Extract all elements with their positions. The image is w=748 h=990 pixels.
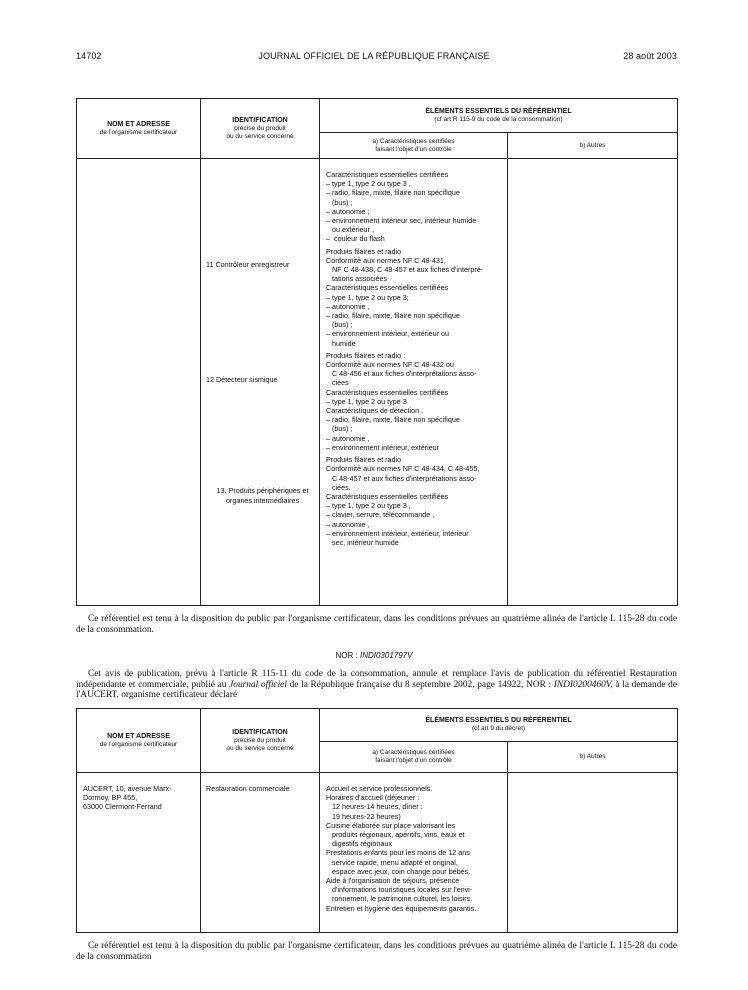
text-line: Caractéristiques essentielles certifiées — [326, 491, 449, 501]
text-line: ronnement, le patrimoine culturel, les loisirs. — [326, 894, 473, 904]
col-header-a: a) Caractéristiques certifiées faisant l'objet d'un contrôle — [320, 133, 508, 159]
text-line: – autonomie , — [326, 301, 370, 311]
text-line: – type 1, type 2 ou type 3 — [326, 396, 407, 406]
text-line: ou extérieur , — [326, 225, 374, 235]
text-line: Caractéristiques de détection . — [326, 406, 424, 416]
text-line: d'informations touristiques locales sur l'envi- — [326, 885, 473, 895]
item-13-label: 13. Produits périphériques et organes intermédiaires — [216, 486, 309, 505]
text-line: – environnement intérieur, extérieur — [326, 442, 440, 452]
text-line: – environnement intérieur, extérieur ou — [326, 329, 450, 339]
text-line: ciées. — [326, 482, 351, 492]
text-line: – type 1, type 2 ou type 3 , — [326, 179, 411, 189]
text-line: (bus) ; — [326, 197, 353, 207]
text-line: Entretien et hygiène des équipements garantis. — [326, 903, 477, 913]
text-line: 19 heures-22 heures) — [326, 811, 401, 821]
text-line: – radio, filaire, mixte, filaire non spécifique — [326, 311, 460, 321]
col-header-b: b) Autres — [508, 742, 678, 773]
paragraph-3: Ce référentiel est tenu à la disposition du public par l'organisme certificateur, dans les conditions prévues au quatrième alinéa de l'article L 115-28 du code de la consommation — [76, 941, 677, 962]
text-line: Caractéristiques essentielles certifiées — [326, 387, 449, 397]
text-line: produits régionaux, apéritifs, vins, eaux et — [326, 830, 465, 840]
other-cell — [508, 159, 678, 606]
org-cell — [77, 159, 201, 606]
text-line: – radio, filaire, mixte, filaire non spécifique — [326, 188, 460, 198]
col-header-a: a) Caractéristiques certifiées faisant l'objet d'un contrôle — [320, 742, 508, 773]
item-11-label: 11 Contrôleur enregistreur — [206, 260, 290, 269]
text-line: – environnement intérieur, extérieur, intérieur — [326, 528, 469, 538]
text-line: 12 heures-14 heures, dîner : — [326, 802, 423, 812]
text-line: Conformité aux normes NF C 48-432 ou — [326, 360, 454, 370]
text-line: humide — [326, 338, 356, 348]
text-line: Conformité aux normes NF C 48-431, — [326, 255, 446, 265]
col-header-b: b) Autres — [508, 133, 678, 159]
other-cell — [508, 773, 678, 933]
col-header-elements: ÉLÉMENTS ESSENTIELS DU RÉFÉRENTIEL (cf art 9 du décret) — [320, 709, 678, 742]
paragraph-2: Cet avis de publication, prévu à l'article R 115-11 du code de la consommation, annule et remplace l'avis de publication du référentiel Restauration indépendante et commerciale, publié au Journal officiel de la République française du 8 septembre 2002, page 14922, NOR : INDI0200460V, à la demande de l'AUCERT, organisme certificateur déclaré — [76, 669, 677, 700]
text-line: tations associées — [326, 274, 388, 284]
col-header-ident: IDENTIFICATION précise du produit ou du service concerné — [201, 709, 320, 773]
text-line: Conformité aux normes NF C 48-434, C 48-455, — [326, 464, 480, 474]
ident-cell — [201, 159, 320, 606]
text-line: – radio, filaire, mixte, filaire non spécifique — [326, 415, 460, 425]
text-line: NF C 48-438, C 48-457 et aux fiches d'interpré- — [326, 265, 484, 275]
text-line: – couleur du flash — [326, 234, 385, 244]
text-line: – clavier, serrure, télécommande , — [326, 510, 435, 520]
text-line: – type 1, type 2 ou type 3; — [326, 292, 409, 302]
item-11-lines — [326, 247, 504, 348]
text-line: C 48-456 et aux fiches d'interprétations asso- — [326, 369, 477, 379]
text-line: Produits filaires et radio : — [326, 350, 406, 360]
item-12-lines — [326, 351, 504, 452]
text-line: service rapide, menu adapté et original, — [326, 857, 458, 867]
col-header-name: NOM ET ADRESSE de l'organisme certificateur — [77, 99, 201, 159]
text-line: – type 1, type 2 ou type 3 , — [326, 501, 411, 511]
page-date: 28 août 2003 — [623, 51, 677, 61]
text-line: – autonomie , — [326, 433, 370, 443]
text-line: (bus) ; — [326, 424, 353, 434]
text-line: Dormoy, BP 455, — [83, 793, 138, 803]
item-13-lines — [326, 455, 504, 547]
referential-table-2 — [76, 708, 678, 933]
top-block — [326, 170, 504, 244]
text-line: Aide à l'organisation de séjours, présence — [326, 876, 460, 886]
text-line: (bus) ; — [326, 320, 353, 330]
referential-table-1 — [76, 98, 678, 606]
org-cell — [77, 773, 201, 933]
text-line: C 48-457 et aux fiches d'interprétations asso- — [326, 473, 477, 483]
text-line: Caractéristiques essentielles certifiées — [326, 170, 449, 179]
text-line: Cuisine élaborée sur place valorisant les — [326, 820, 456, 830]
text-line: digestifs régionaux — [326, 839, 392, 849]
page-number: 14702 — [76, 51, 102, 61]
characteristics-cell — [320, 159, 508, 606]
characteristics-cell — [320, 773, 508, 933]
paragraph-1: Ce référentiel est tenu à la disposition du public par l'organisme certificateur, dans les conditions prévues au quatrième alinéa de l'article L 115-28 du code de la consommation. — [76, 614, 677, 635]
text-line: sec, intérieur humide — [326, 537, 399, 547]
text-line: espace avec jeux, coin change pour bébés. — [326, 866, 471, 876]
text-line: Accueil et service professionnels. — [326, 784, 433, 793]
text-line: 63000 Clermont-Ferrand — [83, 802, 162, 812]
journal-title: JOURNAL OFFICIEL DE LA RÉPUBLIQUE FRANÇAISE — [258, 51, 490, 61]
text-line: Prestations enfants pour les moins de 12 ans — [326, 848, 470, 858]
col-header-ident: IDENTIFICATION précise du produit ou du service concerné — [201, 99, 320, 159]
ident-cell: Restauration commerciale — [201, 773, 320, 933]
text-line: – environnement intérieur sec, intérieur humide — [326, 216, 477, 226]
text-line: ciées — [326, 378, 349, 388]
text-line: Produits filaires et radio — [326, 455, 402, 465]
item-12-label: 12 Détecteur sismique — [206, 375, 278, 385]
text-line: Caractéristiques essentielles certifiées — [326, 283, 449, 293]
col-header-name: NOM ET ADRESSE de l'organisme certificateur — [77, 709, 201, 773]
text-line: Horaires d'accueil (déjeuner : — [326, 793, 420, 803]
col-header-elements: ÉLÉMENTS ESSENTIELS DU RÉFÉRENTIEL (cf art R 115-9 du code de la consommation) — [320, 99, 678, 133]
text-line: – autonomie ; — [326, 206, 370, 216]
text-line: Produits filaires et radio — [326, 246, 402, 256]
text-line: – autonomie , — [326, 519, 370, 529]
nor-line: NOR : INDI0301797V — [335, 651, 413, 660]
text-line: AUCERT, 10, avenue Marx- — [83, 784, 172, 793]
